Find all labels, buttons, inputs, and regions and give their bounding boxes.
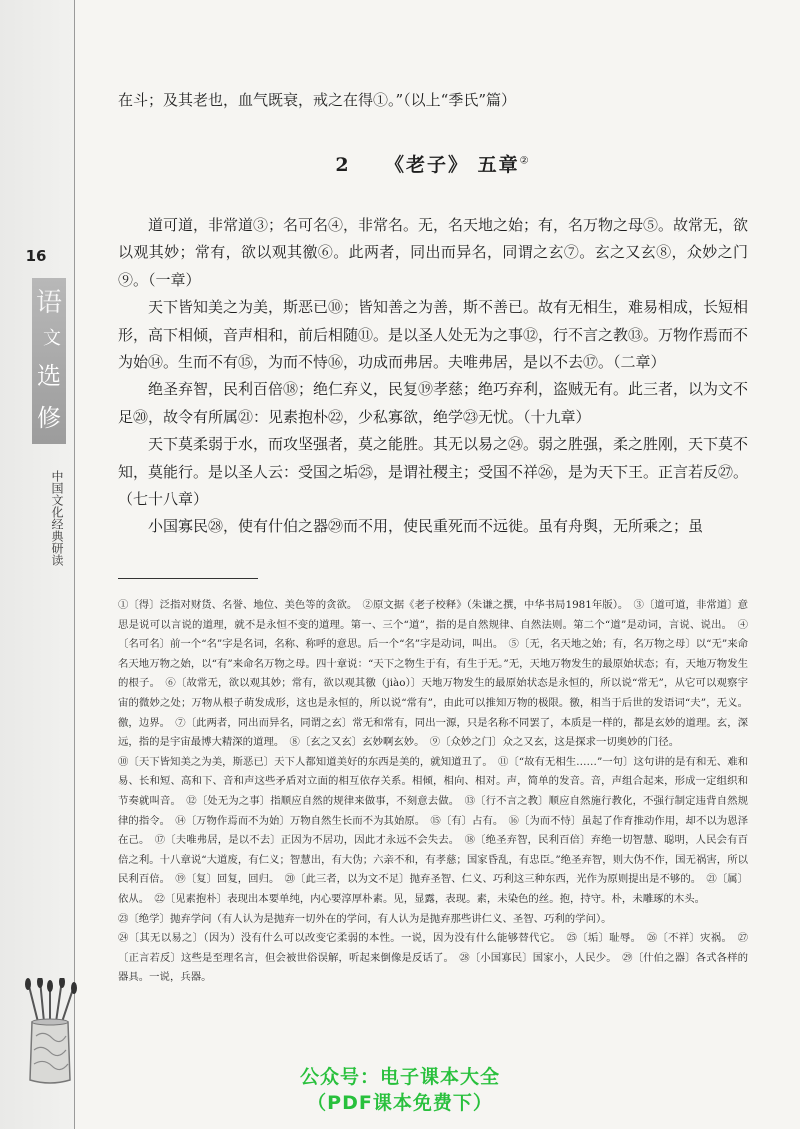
footnote-block: ①〔得〕泛指对财货、名誉、地位、美色等的贪欲。 ②原文据《老子校释》（朱谦之撰，中华书局1981年版）。 ③〔道可道，非常道〕意思是说可以言说的道理，就不是永恒不变的道理。第一、三个“道”，指的是自然规律、自然法则。第二个“道”是动词，言说、说出。 ④〔名可名〕前一个“名”字是名词，名称、称呼的意思。后一个“名”字是动词，叫出。 ⑤〔无，名天地之始；有，名万物之母〕以“无”来命名天地万物之始，以“有”来命名万物之母。四十章说：“天下之物生于有，有生于无。”无，天地万物发生的最原始状态；有，天地万物发生的根子。 ⑥〔故常无，欲以观其妙；常有，欲以观其徼（jiào）〕天地万物发生的最原始状态是永恒的，所以说“常无”，从它可以观察宇宙的微妙之处；万物从根子萌发成形，这也是永恒的，所以说“常有”，由此可以推知万物的极限。徼，相当于后世的发语词“夫”，无义。徼，边界。 ⑦〔此两者，同出而异名，同谓之玄〕常无和常有，同出一源，只是名称不同罢了，本质是一样的，都是玄妙的道理。玄，深远，指的是宇宙最博大精深的道理。 ⑧〔玄之又玄〕玄妙啊玄妙。 ⑨〔众妙之门〕众之又玄，这是探求一切奥妙的门径。 [118, 599, 748, 749]
paragraph-ch80: 小国寡民㉘，使有什伯之器㉙而不用，使民重死而不远徙。虽有舟舆，无所乘之；虽 [148, 517, 704, 536]
series-char-4: 修 [37, 404, 61, 432]
series-char-3: 选 [37, 362, 61, 390]
paragraph-ch2: 天下皆知美之为美，斯恶已⑩；皆知善之为善，斯不善已。故有无相生，难易相成，长短相形，高下相倾，音声相和，前后相随⑪。是以圣人处无为之事⑫，行不言之教⑬。万物作焉而不为始⑭。生而不有⑮，为而不恃⑯，功成而弗居。夫唯弗居，是以不去⑰。（二章） [118, 298, 749, 372]
classic-text-body [118, 212, 748, 541]
series-char-1: 语 [36, 288, 63, 318]
footnote-separator [118, 578, 258, 579]
footnote-block: ㉓〔绝学〕抛弃学问（有人认为是抛弃一切外在的学问，有人认为是抛弃那些讲仁义、圣智、巧利的学问）。 [118, 912, 612, 925]
series-char-2: 文 [43, 328, 61, 349]
footnote-block: ㉔〔其无以易之〕（因为）没有什么可以改变它柔弱的本性。一说，因为没有什么能够替代它。 ㉕〔垢〕耻辱。 ㉖〔不祥〕灾祸。 ㉗〔正言若反〕这些是至理名言，但会被世俗误解，听起来倒像是反话了。 ㉘〔小国寡民〕国家小，人民少。 ㉙〔什伯之器〕各式各样的器具。一说，兵器。 [118, 932, 748, 984]
watermark-line-2: （PDF课本免费下） [307, 1092, 493, 1114]
continued-text-line: 在斗；及其老也，血气既衰，戒之在得①。”（以上“季氏”篇） [118, 91, 517, 109]
footnotes [118, 596, 748, 988]
series-title-band [32, 278, 66, 444]
page-number: 16 [25, 247, 47, 265]
chapter-number: 2 [335, 154, 351, 176]
footnote-block: ⑩〔天下皆知美之为美，斯恶已〕天下人都知道美好的东西是美的，就知道丑了。 ⑪〔“故有无相生……”一句〕这句讲的是有和无、难和易、长和短、高和下、音和声这些矛盾对立面的相互依存关系。相倾，相向、相对。声，简单的发音。音，声组合起来，形成一定组织和节奏就叫音。 ⑫〔处无为之事〕指顺应自然的规律来做事，不刻意去做。 ⑬〔行不言之教〕顺应自然施行教化，不强行制定违背自然规律的指令。 ⑭〔万物作焉而不为始〕万物自然生长而不为其始原。 ⑮〔有〕占有。 ⑯〔为而不恃〕虽起了作育推动作用，却不以为恩泽在己。 ⑰〔夫唯弗居，是以不去〕正因为不居功，因此才永远不会失去。 ⑱〔绝圣弃智，民利百倍〕弃绝一切智慧、聪明，人民会有百倍之利。十八章说“大道废，有仁义；智慧出，有大伪；六亲不和，有孝慈；国家昏乱，有忠臣。”绝圣弃智，则大伪不作，国无祸害，所以民利百倍。 ⑲〔复〕回复，回归。 ⑳〔此三者，以为文不足〕抛弃圣智、仁义、巧利这三种东西，光作为原则提出是不够的。 ㉑〔属〕依从。 ㉒〔见素抱朴〕表现出本要单纯，内心要淳厚朴素。见，显露，表现。素，未染色的丝。抱，持守。朴，未雕琢的木头。 [118, 755, 748, 905]
watermark-line-1: 公众号：电子课本大全 [299, 1066, 500, 1088]
paragraph-ch19: 绝圣弃智，民利百倍⑱；绝仁弃义，民复⑲孝慈；绝巧弃利，盗贼无有。此三者，以为文不足⑳，故令有所属㉑：见素抱朴㉒，少私寡欲，绝学㉓无忧。（十九章） [118, 380, 749, 426]
margin-divider-line [74, 0, 75, 1129]
chapter-title: 《老子》 五章 [385, 154, 520, 176]
book-subtitle: 中国文化经典研读 [50, 470, 64, 566]
chapter-note-ref: ② [519, 155, 531, 167]
paragraph-ch1: 道可道，非常道③；名可名④，非常名。无，名天地之始；有，名万物之母⑤。故常无，欲以观其妙；常有，欲以观其徼⑥。此两者，同出而异名，同谓之玄⑦。玄之又玄⑧，众妙之门⑨。（一章） [118, 216, 749, 289]
paragraph-ch78: 天下莫柔弱于水，而攻坚强者，莫之能胜。其无以易之㉔。弱之胜强，柔之胜刚，天下莫不知，莫能行。是以圣人云：受国之垢㉕，是谓社稷主；受国不祥㉖，是为天下王。正言若反㉗。（七十八章） [118, 435, 749, 509]
chapter-heading [118, 150, 748, 177]
